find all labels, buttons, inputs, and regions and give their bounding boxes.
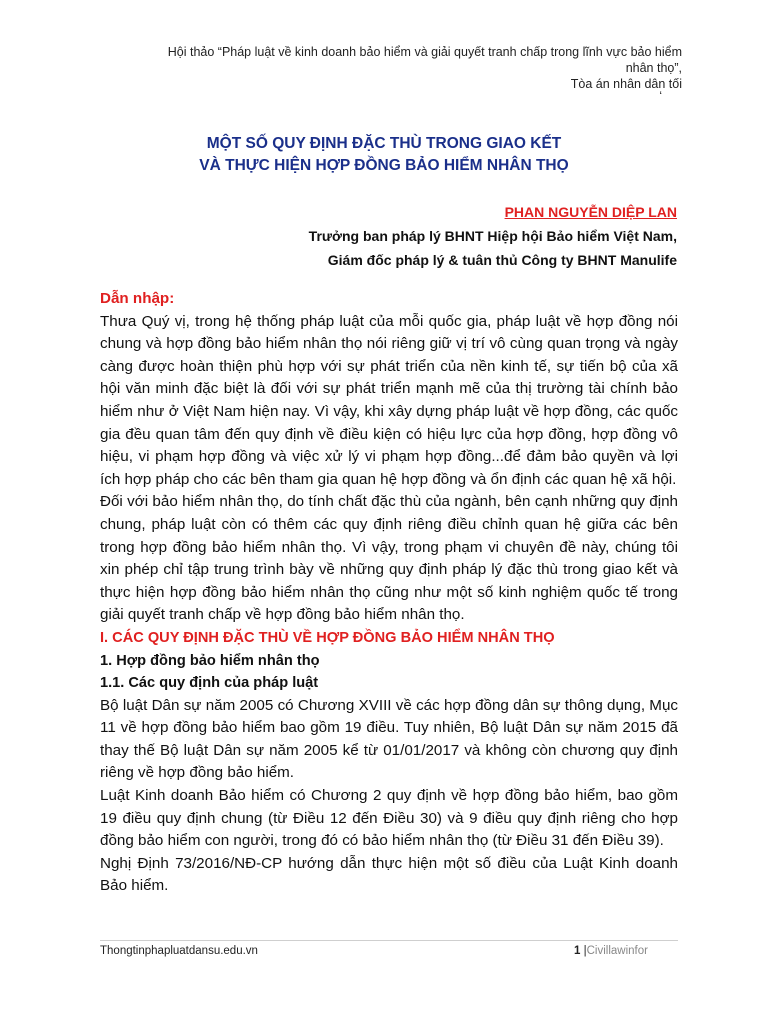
header-line-3: Tòa án nhân dân tối [570, 77, 682, 91]
page-number: 1 [574, 945, 581, 957]
footer-page-info [574, 945, 648, 957]
header-line-2: nhân thọ”, [625, 61, 682, 75]
author-block [157, 200, 677, 272]
page-header [122, 44, 682, 103]
author-name: PHAN NGUYỄN DIỆP LAN [504, 204, 677, 220]
intro-paragraph-2: Đối với bảo hiểm nhân thọ, do tính chất đặc thù của ngành, bên cạnh những quy định chung, pháp luật còn có thêm các quy định riêng điều chỉnh quan hệ giữa các bên trong hợp đồng bảo hiểm nhân thọ. Vì vậy, trong phạm vi chuyên đề này, chúng tôi xin phép chỉ tập trung trình bày về những quy định pháp lý đặc thù trong giao kết và thực hiện hợp đồng bảo hiểm nhân thọ cũng như một số kinh nghiệm quốc tế trong giải quyết tranh chấp về hợp đồng bảo hiểm nhân thọ. [100, 493, 678, 624]
intro-paragraph-1: Thưa Quý vị, trong hệ thống pháp luật của mỗi quốc gia, pháp luật về hợp đồng nói chung và hợp đồng bảo hiểm nhân thọ nói riêng giữ vị trí vô cùng quan trọng và ngày càng được hoàn thiện phù hợp với sự phát triển của nền kinh tế, sự tiến bộ của xã hội văn minh đặc biệt là đối với sự phát triển mạnh mẽ của thị trường tài chính bảo hiểm như ở Việt Nam hiện nay. Vì vậy, khi xây dựng pháp luật về hợp đồng, các quốc gia đều quan tâm đến quy định về điều kiện có hiệu lực của hợp đồng, hợp đồng vô hiệu, vi phạm hợp đồng và việc xử lý vi phạm hợp đồng...để đảm bảo quyền và lợi ích hợp pháp cho các bên tham gia quan hệ hợp đồng và ổn định các quan hệ xã hội. [100, 312, 678, 488]
paragraph-insurance-law: Luật Kinh doanh Bảo hiểm có Chương 2 quy định về hợp đồng bảo hiểm, bao gồm 19 điều quy định chung (từ Điều 12 đến Điều 30) và 9 điều quy định riêng cho hợp đồng bảo hiểm con người, trong đó có bảo hiểm nhân thọ (từ Điều 31 đến Điều 39). [100, 787, 678, 850]
header-line-1: Hội thảo “Pháp luật về kinh doanh bảo hiểm và giải quyết tranh chấp trong lĩnh vực bảo hiểm [167, 45, 682, 59]
footer-site: Thongtinphapluatdansu.edu.vn [100, 945, 258, 957]
title-line-1: MỘT SỐ QUY ĐỊNH ĐẶC THÙ TRONG GIAO KẾT [206, 135, 562, 152]
footer-divider [100, 940, 678, 941]
author-role-2: Giám đốc pháp lý & tuân thủ Công ty BHNT Manulife [327, 252, 677, 268]
footer-separator: | [583, 945, 587, 957]
paragraph-decree: Nghị Định 73/2016/NĐ-CP hướng dẫn thực hiện một số điều của Luật Kinh doanh Bảo hiểm. [100, 854, 678, 895]
title-line-2: VÀ THỰC HIỆN HỢP ĐỒNG BẢO HIỂM NHÂN THỌ [199, 157, 569, 174]
subsection-1-1-heading: 1.1. Các quy định của pháp luật [100, 675, 319, 692]
footer-brand: Civillawinfor [586, 945, 648, 957]
subsection-1-heading: 1. Hợp đồng bảo hiểm nhân thọ [100, 652, 320, 669]
section-1-heading: I. CÁC QUY ĐỊNH ĐẶC THÙ VỀ HỢP ĐỒNG BẢO HIỂM NHÂN THỌ [100, 629, 555, 646]
document-title [0, 133, 768, 177]
author-role-1: Trưởng ban pháp lý BHNT Hiệp hội Bảo hiểm Việt Nam, [308, 228, 677, 244]
document-body [100, 288, 678, 898]
intro-heading: Dẫn nhập: [100, 290, 175, 307]
header-mark: ʻ [659, 89, 662, 103]
paragraph-civil-code: Bộ luật Dân sự năm 2005 có Chương XVIII về các hợp đồng dân sự thông dụng, Mục 11 về hợp đồng bảo hiểm bao gồm 19 điều. Tuy nhiên, Bộ luật Dân sự năm 2015 đã thay thế Bộ luật Dân sự năm 2005 kể từ 01/01/2017 và không còn chương quy định riêng về hợp đồng bảo hiểm. [100, 696, 678, 782]
